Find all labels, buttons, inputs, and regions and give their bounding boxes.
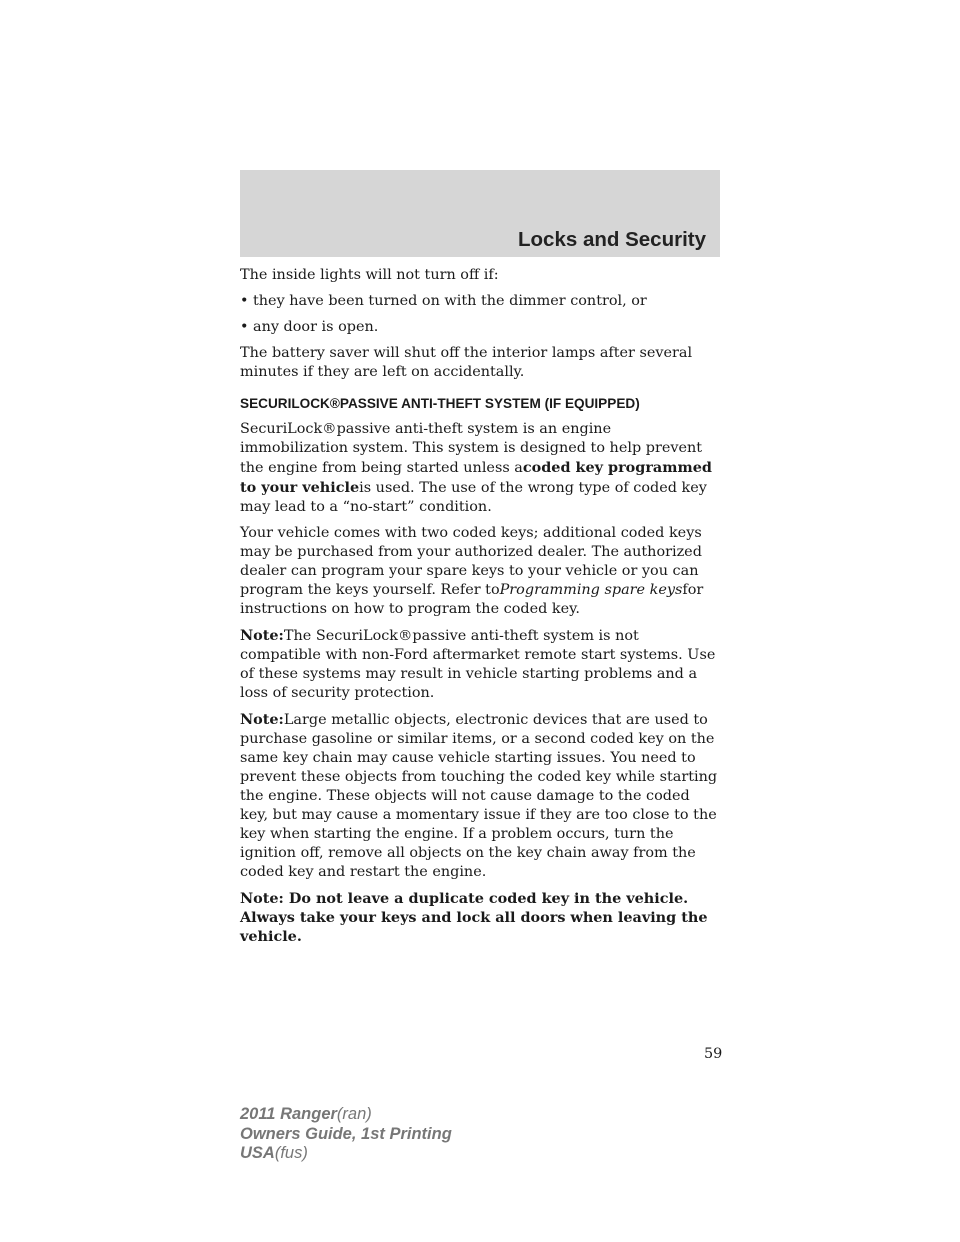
note-label: Note: [240,711,284,728]
note-label: Note: [240,627,284,644]
securilock-text-a: SecuriLock®passive anti-theft system is an engine immobilization system. This system is designed to help prevent the engine from being started unless a [240,421,703,476]
coded-keys-text-b: for instructions on how to program the coded key. [240,582,704,617]
list-item-text: any door is open. [253,319,379,335]
coded-keys-text-a: Your vehicle comes with two coded keys; additional coded keys may be purchased from your authorized dealer. The authorized dealer can program your spare keys to your vehicle or you can program the keys yourself. Refer to [240,525,702,598]
bullet-icon: • [240,293,249,309]
securilock-paragraph [240,420,722,517]
list-item [240,318,722,337]
bullet-icon: • [240,319,249,335]
footer-line-printing: Owners Guide, 1st Printing [240,1124,452,1143]
section-header-band [240,170,720,257]
programming-spare-keys-reference: Programming spare keys [499,582,683,598]
note-metallic-objects [240,710,722,882]
footer-market-code: (fus) [274,1144,308,1162]
coded-keys-paragraph [240,524,722,619]
note-duplicate-key: Note: Do not leave a duplicate coded key in the vehicle. Always take your keys and lock all doors when leaving the vehicle. [240,890,708,945]
note-text: Large metallic objects, electronic devices that are used to purchase gasoline or similar items, or a second coded key on the same key chain may cause vehicle starting issues. You need to prevent these objects from touching the coded key while starting the engine. These objects will not cause damage to the coded key, but may cause a momentary issue if they are too close to the key when starting the engine. If a problem occurs, turn the ignition off, remove all objects on the key chain away from the coded key and restart the engine. [240,712,718,880]
list-item-text: they have been turned on with the dimmer control, or [253,293,647,309]
footer-market: USA [240,1144,275,1162]
coded-key-emphasis: coded key programmed to your vehicle [240,459,712,496]
note-remote-start [240,626,722,703]
page-content [240,266,722,953]
section-title: Locks and Security [518,228,706,251]
footer-model-code: (ran) [336,1105,372,1123]
print-footer [240,1105,452,1164]
list-item [240,292,722,311]
footer-model: 2011 Ranger [240,1105,337,1123]
securilock-text-b: is used. The use of the wrong type of coded key may lead to a “no-start” condition. [240,480,707,515]
battery-saver-paragraph: The battery saver will shut off the interior lamps after several minutes if they are left on accidentally. [240,345,693,380]
footer-line-market [240,1144,452,1164]
intro-paragraph: The inside lights will not turn off if: [240,267,499,283]
footer-line-model [240,1105,452,1125]
securilock-heading: SECURILOCK®PASSIVE ANTI-THEFT SYSTEM (IF EQUIPPED) [240,396,640,411]
note-text: The SecuriLock®passive anti-theft system is not compatible with non-Ford aftermarket remote start systems. Use of these systems may result in vehicle starting problems and a loss of security protection. [240,628,716,701]
page-number: 59 [704,1046,723,1062]
